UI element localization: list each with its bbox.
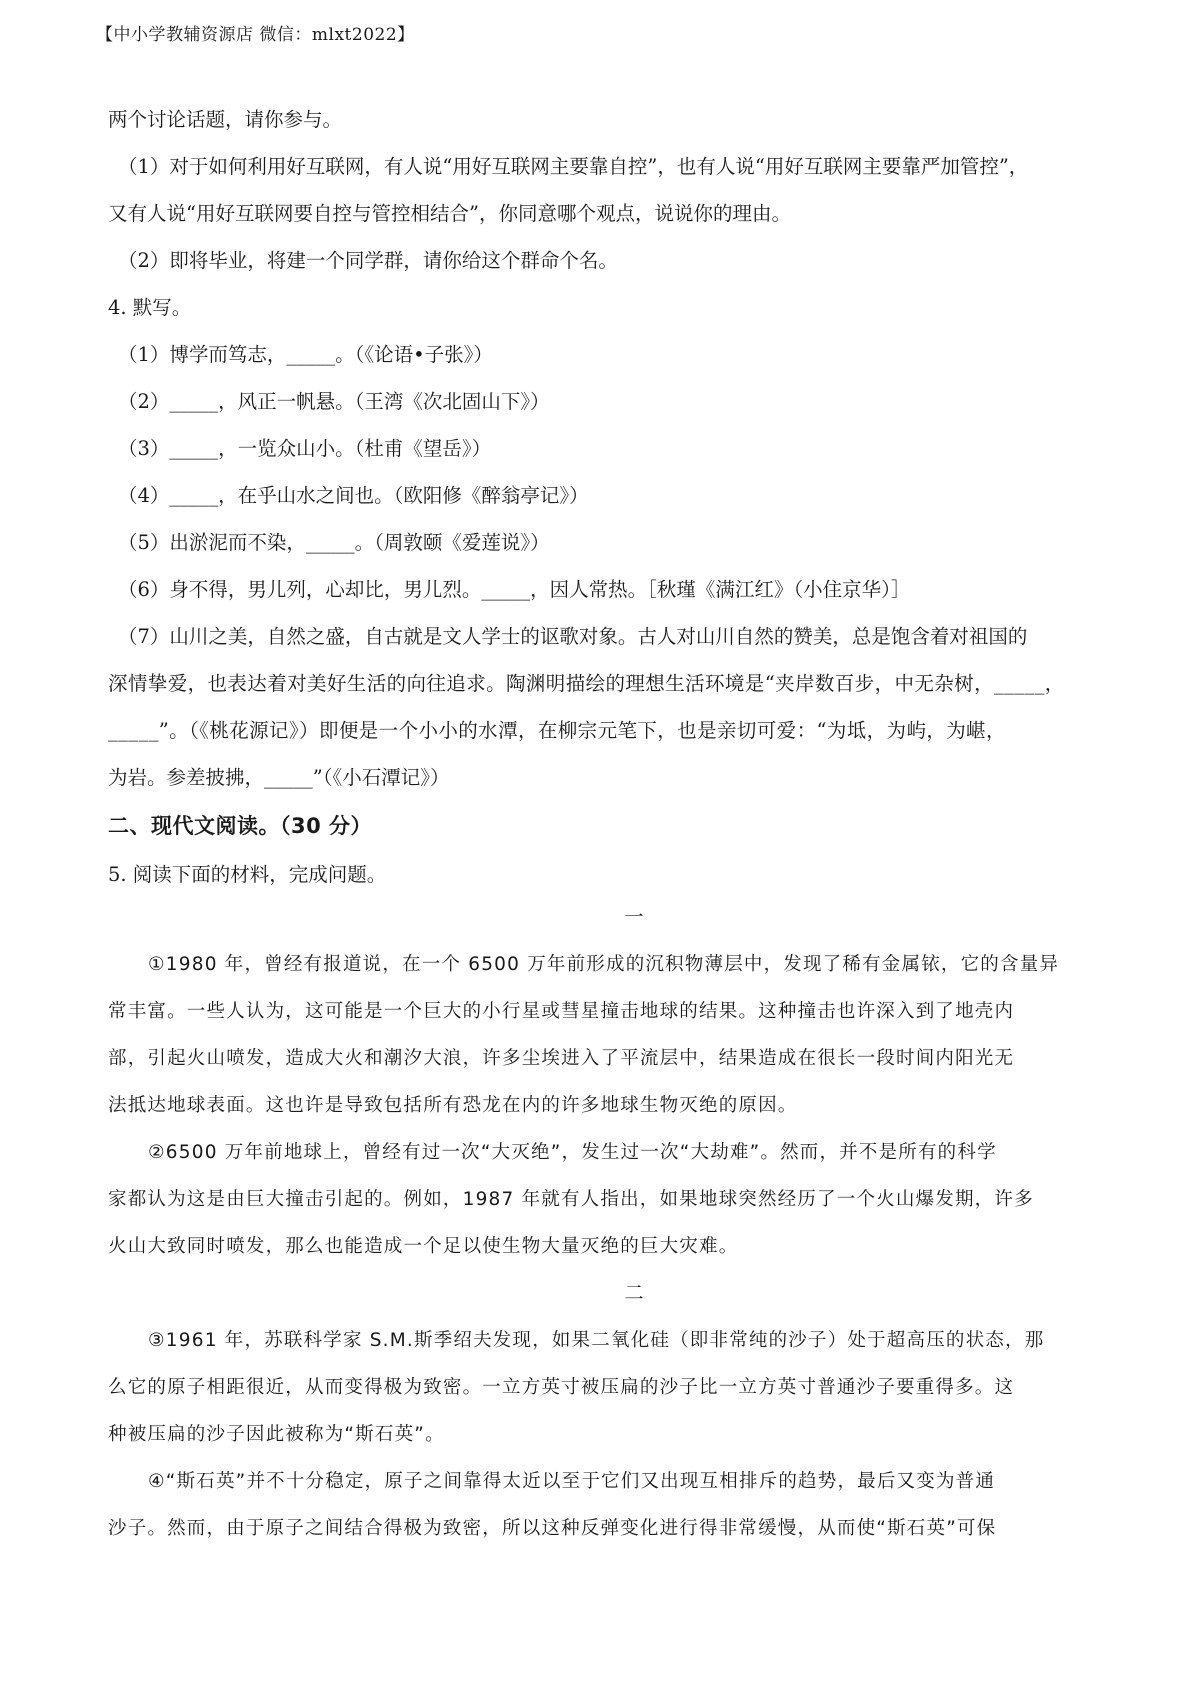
dictation-item-3: （3）_____，一览众山小。（杜甫《望岳》） — [118, 437, 492, 460]
paragraph-2 — [108, 1129, 1100, 1270]
dictation-item-7a: （7）山川之美，自然之盛，自古就是文人学士的讴歌对象。古人对山川自然的赞美，总是饱含着对祖国的 — [118, 625, 1028, 648]
paragraph-line: ②6500 万年前地球上，曾经有过一次“大灭绝”，发生过一次“大劫难”。然而，并不是所有的科学 — [148, 1142, 997, 1163]
dictation-item-6: （6）身不得，男儿列，心却比，男儿烈。_____，因人常热。［秋瑾《满江红》（小住京华）］ — [118, 578, 911, 601]
paragraph-line: 种被压扁的沙子因此被称为“斯石英”。 — [108, 1424, 445, 1445]
dictation-item-2: （2）_____，风正一帆悬。（王湾《次北固山下》） — [118, 390, 550, 413]
discussion-intro: 两个讨论话题，请你参与。 — [108, 108, 343, 131]
paragraph-1 — [108, 941, 1100, 1129]
header-note: 【中小学教辅资源店 微信：mlxt2022】 — [96, 25, 415, 45]
dictation-item-5: （5）出淤泥而不染，_____。（周敦颐《爱莲说》） — [118, 531, 550, 554]
paragraph-line: 部，引起火山喷发，造成大火和潮汐大浪，许多尘埃进入了平流层中，结果造成在很长一段时间内阳光无 — [108, 1048, 1015, 1069]
paragraph-4 — [108, 1458, 1100, 1552]
paragraph-line: 火山大致同时喷发，那么也能造成一个足以使生物大量灭绝的巨大灾难。 — [108, 1236, 739, 1257]
paragraph-3 — [108, 1317, 1100, 1458]
discussion-topic-1b: 又有人说“用好互联网要自控与管控相结合”，你同意哪个观点，说说你的理由。 — [108, 202, 791, 225]
paragraph-line: ③1961 年，苏联科学家 S.M.斯季绍夫发现，如果二氧化硅（即非常纯的沙子）处于超高压的状态，那 — [148, 1330, 1045, 1351]
section-two-title: 二、现代文阅读。（30 分） — [108, 814, 373, 838]
dictation-heading: 4. 默写。 — [108, 296, 192, 319]
section-one — [108, 96, 1100, 898]
part-one-mark: 一 — [624, 906, 644, 928]
paragraph-line: 常丰富。一些人认为，这可能是一个巨大的小行星或彗星撞击地球的结果。这种撞击也许深入到了地壳内 — [108, 1001, 1015, 1022]
question-5-prompt: 5. 阅读下面的材料，完成问题。 — [108, 863, 387, 886]
part-two-mark: 二 — [624, 1282, 644, 1304]
paragraph-line: ①1980 年，曾经有报道说，在一个 6500 万年前形成的沉积物薄层中，发现了稀有金属铱，它的含量异 — [148, 954, 1060, 975]
paragraph-line: ④“斯石英”并不十分稳定，原子之间靠得太近以至于它们又出现互相排斥的趋势，最后又变为普通 — [148, 1471, 996, 1492]
paragraph-line: 法抵达地球表面。这也许是导致包括所有恐龙在内的许多地球生物灭绝的原因。 — [108, 1095, 798, 1116]
dictation-item-7c: _____”。（《桃花源记》）即便是一个小小的水潭，在柳宗元笔下，也是亲切可爱：“为坻，为屿，为嵁， — [108, 719, 1006, 742]
paragraph-line: 沙子。然而，由于原子之间结合得极为致密，所以这种反弹变化进行得非常缓慢，从而使“斯石英”可保 — [108, 1518, 997, 1539]
paragraph-line: 家都认为这是由巨大撞击引起的。例如，1987 年就有人指出，如果地球突然经历了一个火山爆发期，许多 — [108, 1189, 1034, 1210]
dictation-item-7d: 为岩。参差披拂，_____”（《小石潭记》） — [108, 766, 450, 789]
reading-material — [108, 894, 1100, 1552]
dictation-item-7b: 深情挚爱，也表达着对美好生活的向往追求。陶渊明描绘的理想生活环境是“夹岸数百步，中无杂树，_____， — [108, 672, 1065, 695]
dictation-item-1: （1）博学而笃志，_____。（《论语•子张》） — [118, 343, 493, 366]
discussion-topic-1a: （1）对于如何利用好互联网，有人说“用好互联网主要靠自控”，也有人说“用好互联网主要靠严加管控”， — [118, 155, 1029, 178]
discussion-topic-2: （2）即将毕业，将建一个同学群，请你给这个群命个名。 — [118, 249, 618, 272]
dictation-item-4: （4）_____，在乎山水之间也。（欧阳修《醉翁亭记》） — [118, 484, 589, 507]
paragraph-line: 么它的原子相距很近，从而变得极为致密。一立方英寸被压扁的沙子比一立方英寸普通沙子要重得多。这 — [108, 1377, 1015, 1398]
